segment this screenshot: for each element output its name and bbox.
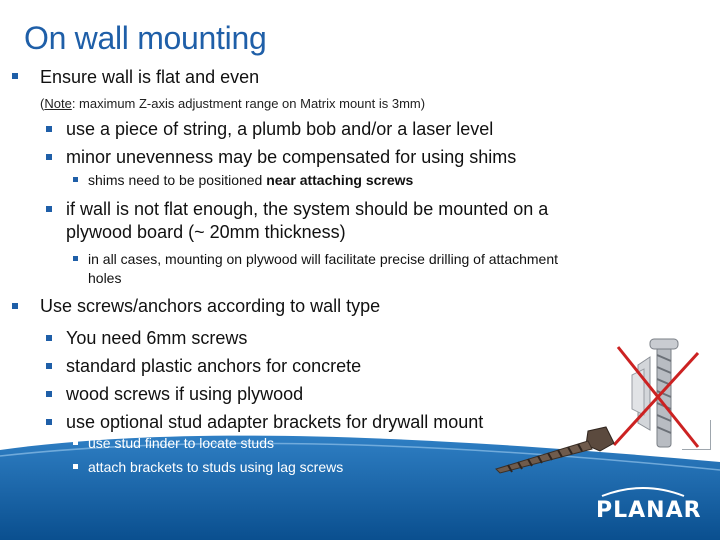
bullet-marker [12, 303, 18, 309]
bullet-unevenness: minor unevenness may be compensated for using shims [66, 147, 517, 167]
divider-mark [682, 449, 710, 450]
bullet-plastic-anchors: standard plastic anchors for concrete [66, 356, 362, 376]
bullet-marker [73, 464, 78, 469]
shims-bold-text: near attaching screws [266, 172, 414, 188]
bullet-marker [46, 363, 52, 369]
bullet-marker [46, 154, 52, 160]
bullet-marker [46, 126, 52, 132]
bullet-marker [46, 335, 52, 341]
bullet-marker [46, 419, 52, 425]
bullet-not-flat-line2: plywood board (~ 20mm thickness) [66, 222, 346, 242]
bullet-lag-screws: attach brackets to studs using lag screws [88, 459, 344, 475]
bullet-wood-screws: wood screws if using plywood [66, 384, 304, 404]
bullet-screws-anchors: Use screws/anchors according to wall type [40, 296, 381, 316]
note-text: : maximum Z-axis adjustment range on Matrix mount is 3mm) [71, 96, 426, 111]
note-line [40, 96, 425, 111]
logo-arc [596, 484, 690, 498]
note-label: Note [44, 96, 72, 111]
divider-mark [710, 420, 711, 450]
bullet-marker [46, 391, 52, 397]
bullet-stud-finder: use stud finder to locate studs [88, 435, 274, 451]
bullet-marker [73, 256, 78, 261]
bullet-string-plumb: use a piece of string, a plumb bob and/or a laser level [66, 119, 494, 139]
bullet-plywood-line1: in all cases, mounting on plywood will facilitate precise drilling of attachment [88, 251, 559, 267]
bullet-plywood-line2: holes [88, 270, 122, 286]
bullet-marker [73, 177, 78, 182]
bullet-not-flat-line1: if wall is not flat enough, the system should be mounted on a [66, 199, 549, 219]
bullet-6mm-screws: You need 6mm screws [66, 328, 248, 348]
bullet-marker [46, 206, 52, 212]
bullet-marker [73, 440, 78, 445]
slide-title: On wall mounting [24, 20, 267, 56]
bullet-stud-brackets: use optional stud adapter brackets for drywall mount [66, 412, 484, 432]
bullet-ensure-wall: Ensure wall is flat and even [40, 67, 260, 87]
planar-logo: PLANAR [596, 498, 702, 523]
lag-screw-image [488, 425, 618, 475]
bullet-shims [88, 172, 413, 188]
bullet-marker [12, 73, 18, 79]
shims-text: shims need to be positioned [88, 172, 267, 188]
note-prefix: ( [40, 96, 45, 111]
